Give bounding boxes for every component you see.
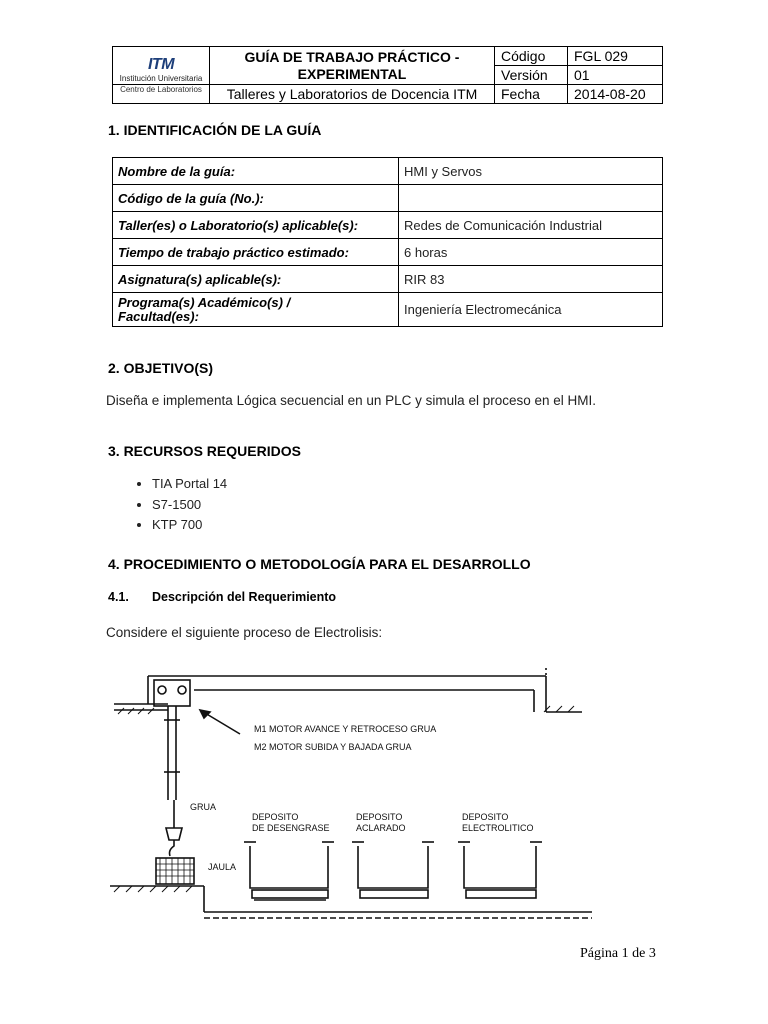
subsection-4-1-number: 4.1.	[108, 590, 129, 604]
logo-line1: Institución Universitaria	[119, 74, 203, 83]
label-tank3-line1: DEPOSITO	[462, 812, 509, 822]
identification-table	[112, 157, 663, 327]
row-value	[399, 185, 663, 212]
description-intro: Considere el siguiente proceso de Electrolisis:	[106, 625, 383, 640]
row-label: Nombre de la guía:	[113, 158, 399, 185]
row-value: HMI y Servos	[399, 158, 663, 185]
label-tank2-line2: ACLARADO	[356, 823, 406, 833]
title-line1: GUÍA DE TRABAJO PRÁCTICO -	[244, 48, 460, 65]
cage	[156, 858, 194, 884]
page-number: Página 1 de 3	[580, 946, 656, 961]
date-value: 2014-08-20	[568, 85, 663, 104]
section-2-heading: 2. OBJETIVO(S)	[108, 360, 214, 376]
tank-electrolytic	[458, 842, 542, 898]
version-value: 01	[568, 66, 663, 85]
label-grua: GRUA	[190, 802, 217, 812]
table-row	[113, 158, 663, 185]
row-value: RIR 83	[399, 266, 663, 293]
row-label: Tiempo de trabajo práctico estimado:	[113, 239, 399, 266]
section-4-heading: 4. PROCEDIMIENTO O METODOLOGÍA PARA EL DESARROLLO	[108, 556, 531, 572]
code-value: FGL 029	[568, 47, 663, 66]
objective-text: Diseña e implementa Lógica secuencial en un PLC y simula el proceso en el HMI.	[106, 393, 597, 408]
section-1-heading: 1. IDENTIFICACIÓN DE LA GUÍA	[108, 122, 322, 138]
hook-block	[166, 828, 182, 840]
row-label: Asignatura(s) aplicable(s):	[113, 266, 399, 293]
label-tank2-line1: DEPOSITO	[356, 812, 403, 822]
label-m1: M1 MOTOR AVANCE Y RETROCESO GRUA	[254, 724, 437, 734]
title-line2: EXPERIMENTAL	[297, 65, 407, 82]
label-jaula: JAULA	[208, 862, 237, 872]
logo-brand: ITM	[147, 56, 175, 73]
label-tank1-line1: DEPOSITO	[252, 812, 299, 822]
row-value: Ingeniería Electromecánica	[399, 293, 663, 327]
document-title	[210, 47, 495, 85]
row-label-line2: Facultad(es):	[118, 308, 199, 324]
code-label: Código	[495, 47, 568, 66]
table-row	[113, 293, 663, 327]
logo-line2: Centro de Laboratorios	[113, 84, 209, 94]
subsection-4-1-title: Descripción del Requerimiento	[152, 590, 337, 604]
row-label: Taller(es) o Laboratorio(s) aplicable(s):	[113, 212, 399, 239]
table-row	[113, 185, 663, 212]
document-header	[112, 46, 663, 104]
row-value: 6 horas	[399, 239, 663, 266]
hook-icon	[170, 840, 175, 856]
table-row	[113, 266, 663, 293]
row-value: Redes de Comunicación Industrial	[399, 212, 663, 239]
document-subtitle: Talleres y Laboratorios de Docencia ITM	[210, 85, 495, 104]
list-item: • S7-1500	[152, 495, 227, 516]
label-tank1-line2: DE DESENGRASE	[252, 823, 330, 833]
row-label-line1: Programa(s) Académico(s) /	[118, 294, 291, 310]
electrolysis-diagram	[104, 660, 596, 922]
tank-degreasing	[244, 842, 334, 900]
label-m2: M2 MOTOR SUBIDA Y BAJADA GRUA	[254, 742, 412, 752]
date-label: Fecha	[495, 85, 568, 104]
cage-mesh	[156, 858, 194, 884]
tank-rinse	[352, 842, 434, 898]
list-item: • TIA Portal 14	[152, 474, 227, 495]
section-3-heading: 3. RECURSOS REQUERIDOS	[108, 443, 301, 459]
resources-list	[130, 474, 227, 536]
table-row	[113, 212, 663, 239]
table-row	[113, 239, 663, 266]
row-label	[113, 293, 399, 327]
itm-logo	[113, 47, 210, 104]
version-label: Versión	[495, 66, 568, 85]
row-label: Código de la guía (No.):	[113, 185, 399, 212]
label-tank3-line2: ELECTROLITICO	[462, 823, 534, 833]
list-item: • KTP 700	[152, 515, 227, 536]
